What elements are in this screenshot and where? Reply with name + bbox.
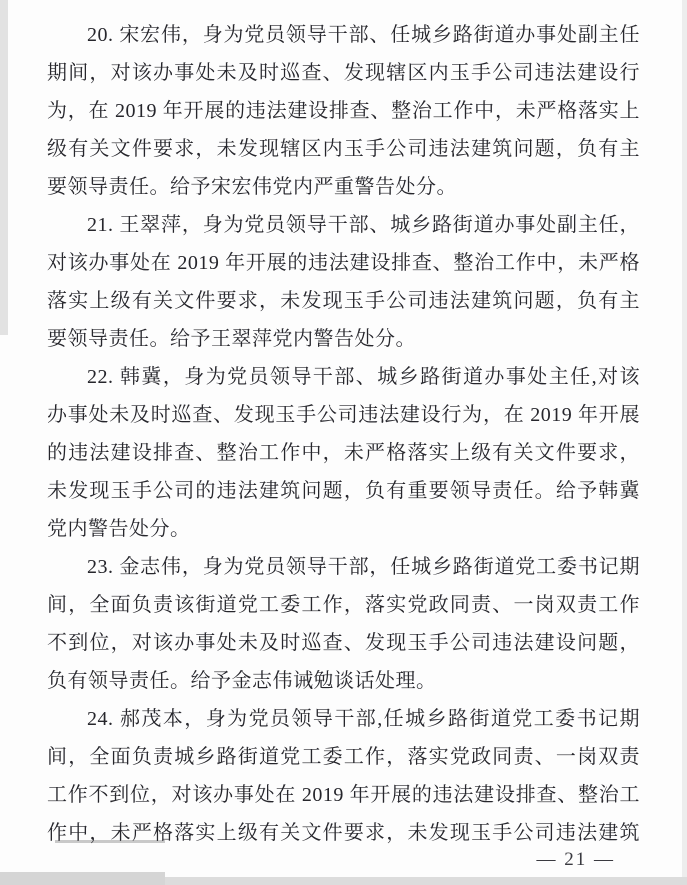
text-line: 24. 郝茂本，身为党员领导干部,任城乡路街道党工委书记期: [87, 708, 640, 730]
text-line: 要领导责任。给予王翠萍党内警告处分。: [47, 328, 416, 350]
text-line: 党内警告处分。: [47, 518, 191, 540]
paragraph-item-24: [47, 700, 640, 852]
text-line: 为，在 2019 年开展的违法建设排查、整治工作中，未严格落实上: [47, 100, 640, 122]
text-line: 的违法建设排查、整治工作中，未严格落实上级有关文件要求，: [47, 442, 640, 464]
text-line: 不到位，对该办事处未及时巡查、发现玉手公司违法建设问题，: [47, 632, 640, 654]
text-line: 要领导责任。给予宋宏伟党内严重警告处分。: [47, 176, 457, 198]
text-line: 间，全面负责城乡路街道党工委工作，落实党政同责、一岗双责: [47, 746, 640, 768]
text-line: 未发现玉手公司的违法建筑问题，负有重要领导责任。给予韩冀: [47, 480, 640, 502]
scan-corner-patch: [0, 872, 165, 885]
text-line: 作中，未严格落实上级有关文件要求，未发现玉手公司违法建筑: [47, 822, 640, 844]
text-line: 23. 金志伟，身为党员领导干部，任城乡路街道党工委书记期: [87, 556, 640, 578]
paragraph-item-20: [47, 16, 640, 206]
text-line: 落实上级有关文件要求，未发现玉手公司违法建筑问题，负有主: [47, 290, 640, 312]
paragraph-item-21: [47, 206, 640, 358]
text-line: 办事处未及时巡查、发现玉手公司违法建设行为，在 2019 年开展: [47, 404, 640, 426]
text-line: 期间，对该办事处未及时巡查、发现辖区内玉手公司违法建设行: [47, 62, 640, 84]
text-line: 22. 韩冀，身为党员领导干部、城乡路街道办事处主任,对该: [87, 366, 640, 388]
text-line: 级有关文件要求，未发现辖区内玉手公司违法建筑问题，负有主: [47, 138, 640, 160]
page-number: — 21 —: [536, 849, 615, 870]
text-line: 21. 王翠萍，身为党员领导干部、城乡路街道办事处副主任，: [87, 214, 640, 236]
paragraph-item-23: [47, 548, 640, 700]
text-line: 负有领导责任。给予金志伟诫勉谈话处理。: [47, 670, 437, 692]
text-line: 工作不到位，对该办事处在 2019 年开展的违法建设排查、整治工: [47, 784, 640, 806]
text-line: 对该办事处在 2019 年开展的违法建设排查、整治工作中，未严格: [47, 252, 640, 274]
paragraph-item-22: [47, 358, 640, 548]
text-line: 间，全面负责该街道党工委工作，落实党政同责、一岗双责工作: [47, 594, 640, 616]
text-line: 20. 宋宏伟，身为党员领导干部、任城乡路街道办事处副主任: [87, 24, 640, 46]
